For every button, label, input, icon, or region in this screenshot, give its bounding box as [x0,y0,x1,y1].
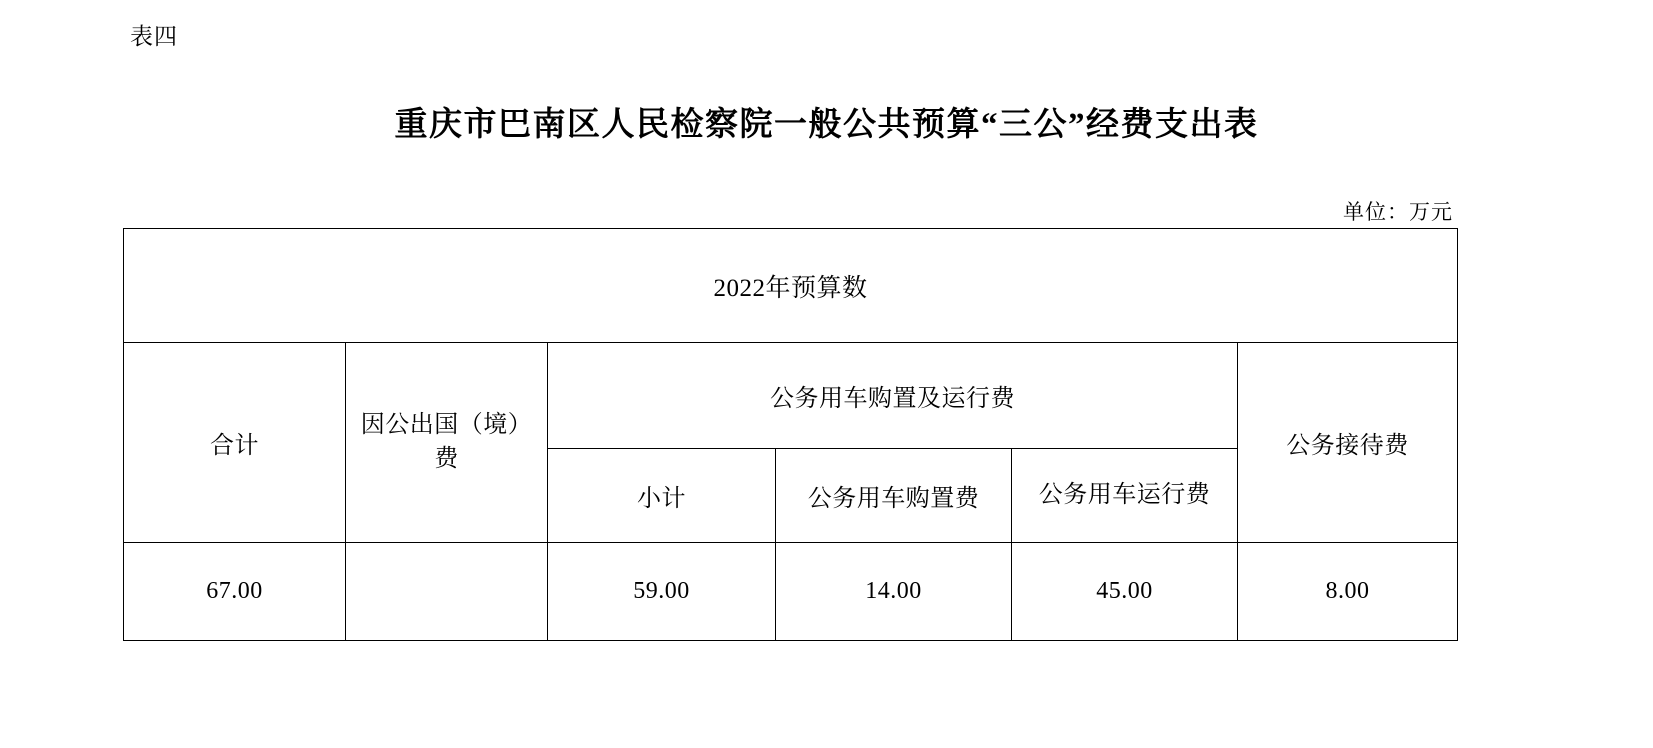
header-total: 合计 [124,343,346,543]
table-row [124,229,1458,343]
value-vehicle-purchase: 14.00 [776,543,1012,641]
value-total: 67.00 [124,543,346,641]
table-row [124,543,1458,641]
budget-table [123,228,1458,641]
table-label: 表四 [130,24,178,49]
header-abroad: 因公出国（境）费 [346,343,548,543]
header-vehicle-subtotal: 小计 [548,449,776,543]
header-vehicle-operation: 公务用车运行费 [1012,449,1238,543]
value-vehicle-operation: 45.00 [1012,543,1238,641]
value-vehicle-subtotal: 59.00 [548,543,776,641]
header-vehicle-group: 公务用车购置及运行费 [548,343,1238,449]
page-title: 重庆市巴南区人民检察院一般公共预算“三公”经费支出表 [394,107,1259,143]
value-abroad [346,543,548,641]
header-reception: 公务接待费 [1238,343,1458,543]
unit-note: 单位：万元 [1343,200,1453,224]
value-reception: 8.00 [1238,543,1458,641]
table-row [124,343,1458,449]
header-period: 2022年预算数 [124,229,1458,343]
header-vehicle-purchase: 公务用车购置费 [776,449,1012,543]
